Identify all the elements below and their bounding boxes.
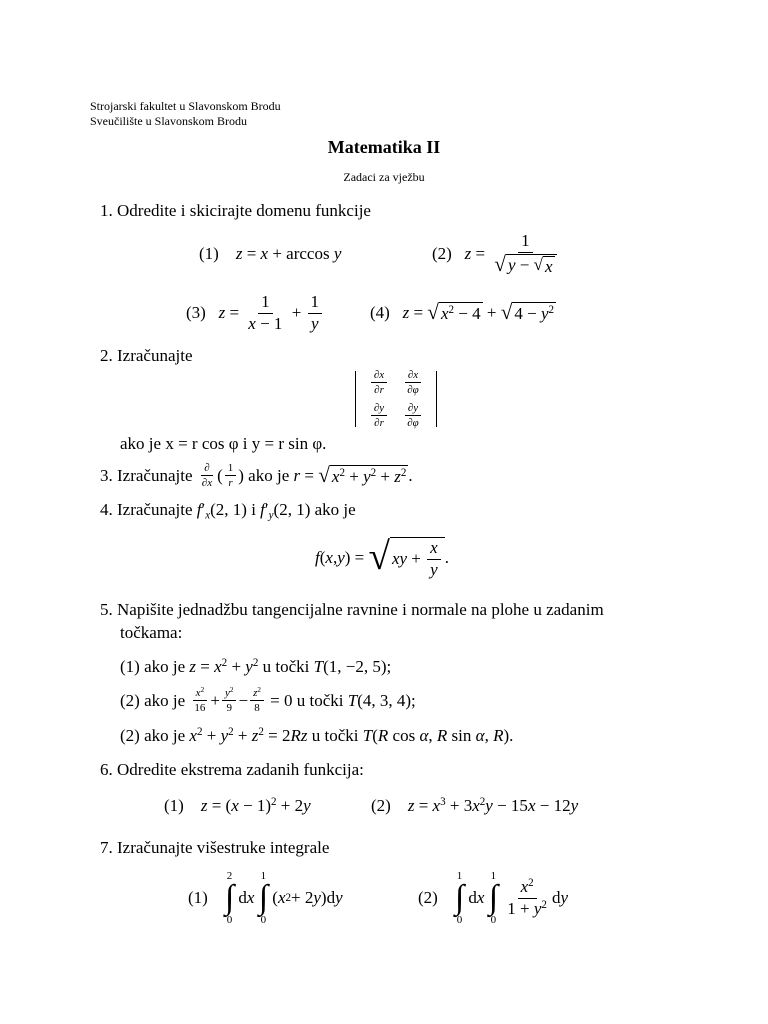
formula-1-2: (2) z = 1 √ y − √ x (432, 232, 562, 276)
problem-2-condition: ako je x = r cos φ i y = r sin φ. (120, 434, 327, 453)
page-title: Matematika II (327, 137, 441, 157)
problem-number: 7. (100, 838, 113, 857)
formula-1-3: (3) z = $\frac{1}{x - 1}$ + $\frac{1}{y}$ (186, 293, 324, 333)
institution-line-1: Strojarski fakultet u Slavonskom Brodu (90, 99, 281, 113)
integral-7-1: (1) 2 ∫ 0 d x 1 ∫ 0 ( x 2 + 2 y )d y (188, 870, 343, 927)
jacobian-determinant: $\frac{\partial x}{\partial r}$ $\frac{\partial x}{\partial\varphi}$ $\frac{\partial y}{\partial r}$ $\frac{\partial y}{\partial\varphi}$ (355, 369, 437, 429)
problem-number: 5. (100, 600, 113, 619)
problem-4: 4. Izračunajte $f'_x(2$, 1) i $f'_y(2$, 1) ako je (100, 500, 356, 522)
problem-2 (100, 346, 193, 366)
formula-6-1: (1) $z = (x - 1)^2 + 2y$ (164, 795, 311, 815)
problem-1 (100, 201, 371, 221)
problem-3: 3. Izračunajte $\frac{\partial}{\partial x}$ ( $\frac{1}{r}$ ) ako je r = √ $x^2 + y^2 + z^2$ . (100, 462, 413, 490)
problem-text: Odredite i skicirajte domenu funkcije (117, 201, 371, 220)
integral-7-2: (2) 1 ∫ 0 d x 1 ∫ 0 $\frac{x^2}{1 + y^2}$ d y (418, 870, 568, 927)
problem-7 (100, 838, 329, 858)
problem-text: Izračunajte (117, 465, 193, 485)
institution-line-2: Sveučilište u Slavonskom Brodu (90, 114, 247, 128)
problem-5-item-1: (1) ako je $z = x^2 + y^2$ u točki T(1, −2, 5); (120, 656, 392, 676)
problem-number: 2. (100, 346, 113, 365)
problem-5 (100, 600, 604, 620)
formula-1-1: (1) z = x + arccos y (199, 244, 342, 263)
problem-text: Izračunajte (117, 500, 193, 519)
formula-6-2: (2) $z = x^3 + 3x^2y - 15x - 12y$ (371, 795, 579, 815)
problem-text: Odredite ekstrema zadanih funkcija: (117, 760, 364, 779)
problem-number: 4. (100, 500, 113, 519)
formula-1-4: (4) z = √ $x^2 - 4$ + √ $4 - y^2$ (370, 300, 555, 324)
problem-5-item-3: (2) ako je $x^2 + y^2 + z^2 = 2Rz$ u točki T(R cos α, R sin α, R). (120, 725, 514, 745)
problem-text: Izračunajte (117, 346, 193, 365)
problem-5-item-2: (2) ako je $\frac{x^2}{16}$ + $\frac{y^2}{9}$ − $\frac{z^2}{8}$ = 0 u točki T(4, 3, 4); (120, 686, 416, 715)
problem-5-text-line-2: točkama: (120, 623, 183, 642)
problem-text: Izračunajte višestruke integrale (117, 838, 330, 857)
formula-4: f ( x , y ) = √ xy + $\frac{x}{y}$ . (315, 535, 449, 579)
problem-number: 1. (100, 201, 113, 220)
problem-text: Napišite jednadžbu tangencijalne ravnine i normale na plohe u zadanim (117, 600, 604, 619)
problem-number: 3. (100, 465, 113, 485)
page-subtitle: Zadaci za vježbu (343, 170, 425, 184)
problem-number: 6. (100, 760, 113, 779)
problem-6 (100, 760, 364, 780)
